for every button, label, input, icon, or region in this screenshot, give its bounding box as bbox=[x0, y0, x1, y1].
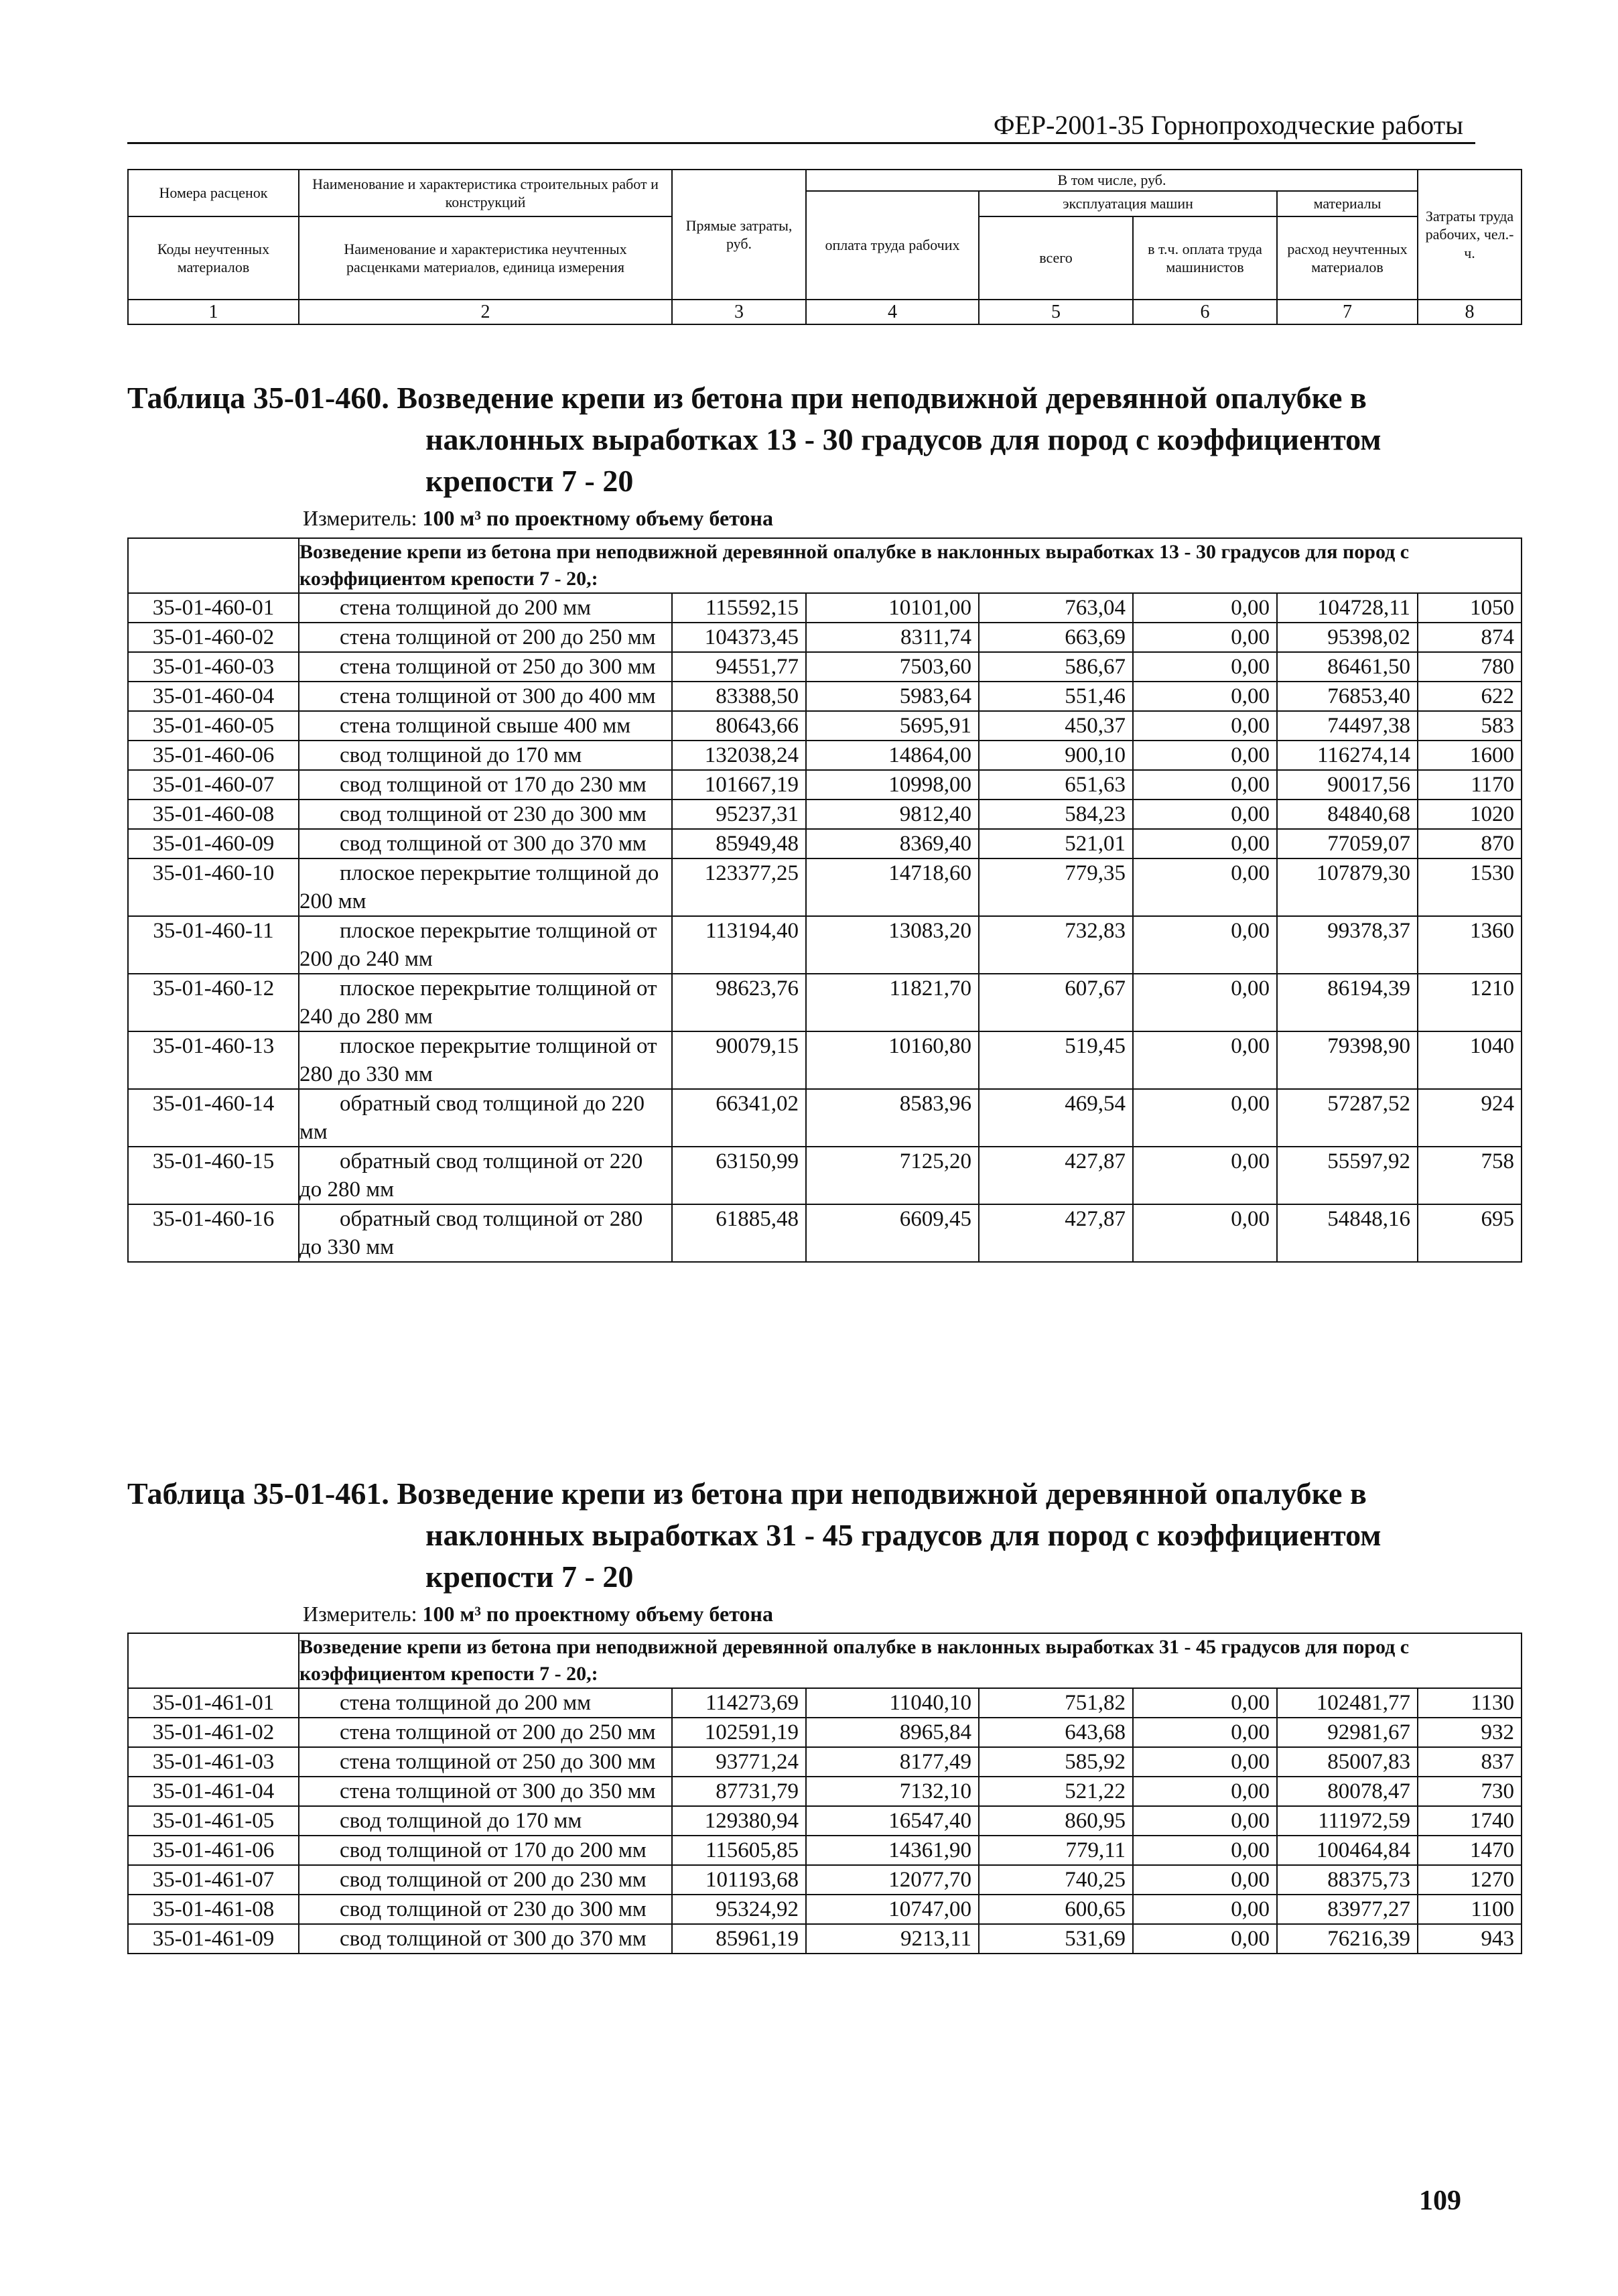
direct-cost: 94551,77 bbox=[672, 652, 806, 682]
work-name-text: свод толщиной от 170 до 230 мм bbox=[340, 773, 647, 797]
machine-cost: 900,10 bbox=[979, 741, 1133, 770]
material-cost: 74497,38 bbox=[1277, 711, 1418, 741]
page-header-title: ФЕР-2001-35 Горнопроходческие работы bbox=[993, 110, 1463, 140]
labor-cost: 11040,10 bbox=[806, 1688, 979, 1718]
table-row bbox=[128, 682, 1522, 711]
header-subgroup-materials: материалы bbox=[1277, 191, 1418, 216]
table-row bbox=[128, 1895, 1522, 1924]
machine-cost: 551,46 bbox=[979, 682, 1133, 711]
labor-cost: 8311,74 bbox=[806, 623, 979, 652]
work-name-text: обратный свод толщиной до 220 мм bbox=[299, 1092, 645, 1144]
meter-value: 100 м³ по проектному объему бетона bbox=[422, 1602, 773, 1626]
header-col8: Затраты труда рабочих, чел.-ч. bbox=[1418, 170, 1522, 300]
material-cost: 90017,56 bbox=[1277, 770, 1418, 800]
work-name bbox=[299, 829, 672, 858]
machine-cost: 450,37 bbox=[979, 711, 1133, 741]
rate-code: 35-01-461-09 bbox=[128, 1924, 299, 1954]
work-name bbox=[299, 1777, 672, 1806]
labor-hours: 1270 bbox=[1418, 1865, 1522, 1895]
work-name bbox=[299, 1836, 672, 1865]
direct-cost: 63150,99 bbox=[672, 1147, 806, 1204]
section-row bbox=[128, 1633, 1522, 1688]
machine-cost: 521,01 bbox=[979, 829, 1133, 858]
rate-code: 35-01-460-08 bbox=[128, 800, 299, 829]
rate-code: 35-01-460-01 bbox=[128, 593, 299, 623]
table-row bbox=[128, 916, 1522, 974]
work-name bbox=[299, 1924, 672, 1954]
machine-labor-cost: 0,00 bbox=[1133, 1924, 1277, 1954]
material-cost: 100464,84 bbox=[1277, 1836, 1418, 1865]
labor-cost: 14864,00 bbox=[806, 741, 979, 770]
work-name-text: стена толщиной до 200 мм bbox=[340, 596, 591, 620]
work-name-text: плоское перекрытие толщиной до 200 мм bbox=[299, 861, 659, 913]
machine-cost: 732,83 bbox=[979, 916, 1133, 974]
labor-hours: 932 bbox=[1418, 1718, 1522, 1747]
machine-cost: 651,63 bbox=[979, 770, 1133, 800]
rate-code: 35-01-460-06 bbox=[128, 741, 299, 770]
work-name bbox=[299, 1204, 672, 1262]
rate-code: 35-01-460-03 bbox=[128, 652, 299, 682]
work-name-text: плоское перекрытие толщиной от 240 до 280 мм bbox=[299, 976, 657, 1029]
header-num: 5 bbox=[979, 300, 1133, 324]
labor-cost: 14361,90 bbox=[806, 1836, 979, 1865]
machine-cost: 427,87 bbox=[979, 1204, 1133, 1262]
direct-cost: 93771,24 bbox=[672, 1747, 806, 1777]
header-col4: оплата труда рабочих bbox=[806, 191, 979, 300]
machine-labor-cost: 0,00 bbox=[1133, 1836, 1277, 1865]
table-row bbox=[128, 770, 1522, 800]
machine-labor-cost: 0,00 bbox=[1133, 1204, 1277, 1262]
machine-labor-cost: 0,00 bbox=[1133, 1688, 1277, 1718]
table-460-title-line1: Таблица 35-01-460. Возведение крепи из бетона при неподвижной деревянной опалубке в bbox=[127, 381, 1367, 415]
direct-cost: 61885,48 bbox=[672, 1204, 806, 1262]
header-num: 3 bbox=[672, 300, 806, 324]
labor-hours: 837 bbox=[1418, 1747, 1522, 1777]
work-name bbox=[299, 800, 672, 829]
direct-cost: 85949,48 bbox=[672, 829, 806, 858]
work-name bbox=[299, 1718, 672, 1747]
machine-labor-cost: 0,00 bbox=[1133, 1777, 1277, 1806]
rate-code: 35-01-460-15 bbox=[128, 1147, 299, 1204]
machine-cost: 469,54 bbox=[979, 1089, 1133, 1147]
material-cost: 86194,39 bbox=[1277, 974, 1418, 1031]
work-name-text: свод толщиной от 300 до 370 мм bbox=[340, 832, 647, 856]
material-cost: 80078,47 bbox=[1277, 1777, 1418, 1806]
direct-cost: 83388,50 bbox=[672, 682, 806, 711]
rate-code: 35-01-460-09 bbox=[128, 829, 299, 858]
material-cost: 85007,83 bbox=[1277, 1747, 1418, 1777]
material-cost: 95398,02 bbox=[1277, 623, 1418, 652]
material-cost: 76853,40 bbox=[1277, 682, 1418, 711]
material-cost: 55597,92 bbox=[1277, 1147, 1418, 1204]
labor-cost: 7125,20 bbox=[806, 1147, 979, 1204]
work-name-text: свод толщиной от 230 до 300 мм bbox=[340, 1897, 647, 1921]
work-name bbox=[299, 916, 672, 974]
machine-cost: 663,69 bbox=[979, 623, 1133, 652]
direct-cost: 95324,92 bbox=[672, 1895, 806, 1924]
labor-hours: 1360 bbox=[1418, 916, 1522, 974]
labor-hours: 1170 bbox=[1418, 770, 1522, 800]
labor-cost: 8177,49 bbox=[806, 1747, 979, 1777]
machine-cost: 751,82 bbox=[979, 1688, 1133, 1718]
work-name bbox=[299, 1747, 672, 1777]
work-name-text: плоское перекрытие толщиной от 200 до 240 мм bbox=[299, 919, 657, 971]
work-name-text: стена толщиной от 300 до 350 мм bbox=[340, 1779, 656, 1803]
labor-cost: 7132,10 bbox=[806, 1777, 979, 1806]
rate-code: 35-01-460-04 bbox=[128, 682, 299, 711]
work-name-text: стена толщиной от 250 до 300 мм bbox=[340, 1750, 656, 1774]
machine-labor-cost: 0,00 bbox=[1133, 1718, 1277, 1747]
direct-cost: 102591,19 bbox=[672, 1718, 806, 1747]
material-cost: 79398,90 bbox=[1277, 1031, 1418, 1089]
direct-cost: 123377,25 bbox=[672, 858, 806, 916]
machine-cost: 519,45 bbox=[979, 1031, 1133, 1089]
work-name-text: свод толщиной от 170 до 200 мм bbox=[340, 1838, 647, 1862]
direct-cost: 115592,15 bbox=[672, 593, 806, 623]
table-461-title-line1: Таблица 35-01-461. Возведение крепи из бетона при неподвижной деревянной опалубке в bbox=[127, 1476, 1367, 1511]
labor-hours: 874 bbox=[1418, 623, 1522, 652]
material-cost: 86461,50 bbox=[1277, 652, 1418, 682]
work-name bbox=[299, 1031, 672, 1089]
page-number: 109 bbox=[1419, 2185, 1461, 2216]
labor-cost: 7503,60 bbox=[806, 652, 979, 682]
work-name-text: стена толщиной от 200 до 250 мм bbox=[340, 625, 656, 649]
machine-cost: 427,87 bbox=[979, 1147, 1133, 1204]
header-num: 2 bbox=[299, 300, 672, 324]
section-blank-cell bbox=[128, 1633, 299, 1688]
machine-labor-cost: 0,00 bbox=[1133, 1895, 1277, 1924]
machine-labor-cost: 0,00 bbox=[1133, 593, 1277, 623]
header-col5: всего bbox=[979, 216, 1133, 300]
machine-labor-cost: 0,00 bbox=[1133, 1089, 1277, 1147]
table-row bbox=[128, 593, 1522, 623]
section-title: Возведение крепи из бетона при неподвижной деревянной опалубке в наклонных выработках 13 - 30 градусов для пород с коэффициентом крепости 7 - 20,: bbox=[299, 538, 1522, 593]
machine-labor-cost: 0,00 bbox=[1133, 1747, 1277, 1777]
labor-cost: 10998,00 bbox=[806, 770, 979, 800]
table-row bbox=[128, 974, 1522, 1031]
header-num: 1 bbox=[128, 300, 299, 324]
labor-hours: 583 bbox=[1418, 711, 1522, 741]
rate-code: 35-01-460-10 bbox=[128, 858, 299, 916]
labor-hours: 780 bbox=[1418, 652, 1522, 682]
machine-labor-cost: 0,00 bbox=[1133, 711, 1277, 741]
header-col2-top: Наименование и характеристика строительных работ и конструкций bbox=[299, 170, 672, 216]
labor-cost: 5695,91 bbox=[806, 711, 979, 741]
direct-cost: 66341,02 bbox=[672, 1089, 806, 1147]
section-row bbox=[128, 538, 1522, 593]
machine-cost: 740,25 bbox=[979, 1865, 1133, 1895]
labor-hours: 1040 bbox=[1418, 1031, 1522, 1089]
machine-cost: 860,95 bbox=[979, 1806, 1133, 1836]
rate-code: 35-01-460-07 bbox=[128, 770, 299, 800]
material-cost: 111972,59 bbox=[1277, 1806, 1418, 1836]
meter-label: Измеритель: bbox=[303, 1602, 417, 1626]
labor-cost: 5983,64 bbox=[806, 682, 979, 711]
direct-cost: 115605,85 bbox=[672, 1836, 806, 1865]
work-name bbox=[299, 1089, 672, 1147]
header-num: 4 bbox=[806, 300, 979, 324]
material-cost: 102481,77 bbox=[1277, 1688, 1418, 1718]
labor-cost: 10160,80 bbox=[806, 1031, 979, 1089]
labor-cost: 10101,00 bbox=[806, 593, 979, 623]
labor-hours: 1050 bbox=[1418, 593, 1522, 623]
section-title: Возведение крепи из бетона при неподвижной деревянной опалубке в наклонных выработках 31 - 45 градусов для пород с коэффициентом крепости 7 - 20,: bbox=[299, 1633, 1522, 1688]
rate-code: 35-01-460-12 bbox=[128, 974, 299, 1031]
work-name-text: стена толщиной от 250 до 300 мм bbox=[340, 655, 656, 679]
material-cost: 107879,30 bbox=[1277, 858, 1418, 916]
page-header bbox=[127, 107, 1475, 144]
machine-cost: 779,11 bbox=[979, 1836, 1133, 1865]
rate-code: 35-01-461-06 bbox=[128, 1836, 299, 1865]
material-cost: 92981,67 bbox=[1277, 1718, 1418, 1747]
direct-cost: 129380,94 bbox=[672, 1806, 806, 1836]
table-460-meter bbox=[303, 506, 773, 531]
material-cost: 57287,52 bbox=[1277, 1089, 1418, 1147]
rate-code: 35-01-460-14 bbox=[128, 1089, 299, 1147]
work-name bbox=[299, 652, 672, 682]
direct-cost: 104373,45 bbox=[672, 623, 806, 652]
machine-labor-cost: 0,00 bbox=[1133, 770, 1277, 800]
rate-code: 35-01-461-05 bbox=[128, 1806, 299, 1836]
table-row bbox=[128, 1924, 1522, 1954]
header-col2-bottom: Наименование и характеристика неучтенных расценками материалов, единица измерения bbox=[299, 216, 672, 300]
material-cost: 84840,68 bbox=[1277, 800, 1418, 829]
machine-labor-cost: 0,00 bbox=[1133, 623, 1277, 652]
header-subgroup-machines: эксплуатация машин bbox=[979, 191, 1277, 216]
table-461-title-line2: наклонных выработках 31 - 45 градусов для пород с коэффициентом bbox=[425, 1518, 1381, 1552]
rate-code: 35-01-461-08 bbox=[128, 1895, 299, 1924]
table-row bbox=[128, 741, 1522, 770]
rate-code: 35-01-461-01 bbox=[128, 1688, 299, 1718]
labor-hours: 1130 bbox=[1418, 1688, 1522, 1718]
rate-code: 35-01-460-13 bbox=[128, 1031, 299, 1089]
machine-labor-cost: 0,00 bbox=[1133, 858, 1277, 916]
labor-hours: 1530 bbox=[1418, 858, 1522, 916]
labor-cost: 14718,60 bbox=[806, 858, 979, 916]
direct-cost: 101667,19 bbox=[672, 770, 806, 800]
rate-code: 35-01-460-05 bbox=[128, 711, 299, 741]
work-name bbox=[299, 1895, 672, 1924]
work-name-text: стена толщиной свыше 400 мм bbox=[340, 714, 631, 738]
work-name-text: свод толщиной от 200 до 230 мм bbox=[340, 1868, 647, 1892]
labor-hours: 943 bbox=[1418, 1924, 1522, 1954]
material-cost: 104728,11 bbox=[1277, 593, 1418, 623]
table-row bbox=[128, 858, 1522, 916]
work-name-text: свод толщиной от 300 до 370 мм bbox=[340, 1927, 647, 1951]
labor-cost: 8583,96 bbox=[806, 1089, 979, 1147]
machine-labor-cost: 0,00 bbox=[1133, 1031, 1277, 1089]
labor-hours: 870 bbox=[1418, 829, 1522, 858]
table-row bbox=[128, 829, 1522, 858]
machine-cost: 531,69 bbox=[979, 1924, 1133, 1954]
material-cost: 88375,73 bbox=[1277, 1865, 1418, 1895]
machine-labor-cost: 0,00 bbox=[1133, 741, 1277, 770]
work-name-text: свод толщиной до 170 мм bbox=[340, 1809, 582, 1833]
work-name-text: стена толщиной до 200 мм bbox=[340, 1691, 591, 1715]
table-460-title-line3: крепости 7 - 20 bbox=[425, 464, 634, 498]
material-cost: 76216,39 bbox=[1277, 1924, 1418, 1954]
table-row bbox=[128, 1806, 1522, 1836]
work-name bbox=[299, 711, 672, 741]
machine-labor-cost: 0,00 bbox=[1133, 916, 1277, 974]
work-name bbox=[299, 593, 672, 623]
table-row bbox=[128, 1688, 1522, 1718]
labor-cost: 6609,45 bbox=[806, 1204, 979, 1262]
table-row bbox=[128, 800, 1522, 829]
labor-hours: 1100 bbox=[1418, 1895, 1522, 1924]
labor-hours: 695 bbox=[1418, 1204, 1522, 1262]
header-num: 7 bbox=[1277, 300, 1418, 324]
work-name bbox=[299, 770, 672, 800]
meter-label: Измеритель: bbox=[303, 506, 417, 530]
labor-hours: 622 bbox=[1418, 682, 1522, 711]
header-col1-top: Номера расценок bbox=[128, 170, 299, 216]
machine-labor-cost: 0,00 bbox=[1133, 1865, 1277, 1895]
machine-labor-cost: 0,00 bbox=[1133, 800, 1277, 829]
direct-cost: 87731,79 bbox=[672, 1777, 806, 1806]
direct-cost: 113194,40 bbox=[672, 916, 806, 974]
meter-value: 100 м³ по проектному объему бетона bbox=[422, 506, 773, 530]
direct-cost: 80643,66 bbox=[672, 711, 806, 741]
rate-code: 35-01-461-04 bbox=[128, 1777, 299, 1806]
rate-code: 35-01-461-07 bbox=[128, 1865, 299, 1895]
header-col7: расход неучтенных материалов bbox=[1277, 216, 1418, 300]
table-row bbox=[128, 1865, 1522, 1895]
work-name-text: стена толщиной от 300 до 400 мм bbox=[340, 684, 656, 708]
work-name-text: обратный свод толщиной от 280 до 330 мм bbox=[299, 1207, 643, 1259]
direct-cost: 101193,68 bbox=[672, 1865, 806, 1895]
rate-code: 35-01-460-16 bbox=[128, 1204, 299, 1262]
labor-hours: 758 bbox=[1418, 1147, 1522, 1204]
labor-hours: 1210 bbox=[1418, 974, 1522, 1031]
header-num: 8 bbox=[1418, 300, 1522, 324]
labor-hours: 730 bbox=[1418, 1777, 1522, 1806]
machine-labor-cost: 0,00 bbox=[1133, 829, 1277, 858]
machine-labor-cost: 0,00 bbox=[1133, 652, 1277, 682]
work-name bbox=[299, 1688, 672, 1718]
direct-cost: 132038,24 bbox=[672, 741, 806, 770]
table-461-meter bbox=[303, 1602, 773, 1627]
work-name bbox=[299, 682, 672, 711]
machine-cost: 585,92 bbox=[979, 1747, 1133, 1777]
labor-cost: 9812,40 bbox=[806, 800, 979, 829]
header-col1-bottom: Коды неучтенных материалов bbox=[128, 216, 299, 300]
labor-cost: 11821,70 bbox=[806, 974, 979, 1031]
table-row bbox=[128, 1147, 1522, 1204]
labor-cost: 8369,40 bbox=[806, 829, 979, 858]
work-name-text: стена толщиной от 200 до 250 мм bbox=[340, 1720, 656, 1744]
labor-hours: 1740 bbox=[1418, 1806, 1522, 1836]
direct-cost: 114273,69 bbox=[672, 1688, 806, 1718]
table-row bbox=[128, 1718, 1522, 1747]
work-name-text: обратный свод толщиной от 220 до 280 мм bbox=[299, 1149, 643, 1202]
machine-cost: 607,67 bbox=[979, 974, 1133, 1031]
machine-cost: 586,67 bbox=[979, 652, 1133, 682]
table-row bbox=[128, 623, 1522, 652]
header-col6: в т.ч. оплата труда машинистов bbox=[1133, 216, 1277, 300]
material-cost: 116274,14 bbox=[1277, 741, 1418, 770]
labor-hours: 1470 bbox=[1418, 1836, 1522, 1865]
labor-hours: 1020 bbox=[1418, 800, 1522, 829]
material-cost: 77059,07 bbox=[1277, 829, 1418, 858]
work-name-text: плоское перекрытие толщиной от 280 до 330 мм bbox=[299, 1034, 657, 1086]
table-row bbox=[128, 1089, 1522, 1147]
direct-cost: 98623,76 bbox=[672, 974, 806, 1031]
table-461 bbox=[127, 1633, 1522, 1954]
table-460 bbox=[127, 537, 1522, 1263]
direct-cost: 95237,31 bbox=[672, 800, 806, 829]
header-num: 6 bbox=[1133, 300, 1277, 324]
labor-cost: 8965,84 bbox=[806, 1718, 979, 1747]
machine-cost: 584,23 bbox=[979, 800, 1133, 829]
rate-code: 35-01-460-11 bbox=[128, 916, 299, 974]
labor-cost: 10747,00 bbox=[806, 1895, 979, 1924]
material-cost: 83977,27 bbox=[1277, 1895, 1418, 1924]
machine-labor-cost: 0,00 bbox=[1133, 1806, 1277, 1836]
table-460-title bbox=[127, 377, 1494, 502]
work-name-text: свод толщиной от 230 до 300 мм bbox=[340, 802, 647, 826]
labor-cost: 12077,70 bbox=[806, 1865, 979, 1895]
work-name bbox=[299, 1865, 672, 1895]
work-name bbox=[299, 623, 672, 652]
rate-code: 35-01-460-02 bbox=[128, 623, 299, 652]
machine-cost: 521,22 bbox=[979, 1777, 1133, 1806]
section-blank-cell bbox=[128, 538, 299, 593]
machine-cost: 779,35 bbox=[979, 858, 1133, 916]
column-header-table bbox=[127, 169, 1522, 325]
material-cost: 99378,37 bbox=[1277, 916, 1418, 974]
rate-code: 35-01-461-02 bbox=[128, 1718, 299, 1747]
header-group-label: В том числе, руб. bbox=[806, 170, 1418, 191]
work-name bbox=[299, 1147, 672, 1204]
labor-hours: 924 bbox=[1418, 1089, 1522, 1147]
header-col3: Прямые затраты, руб. bbox=[672, 170, 806, 300]
machine-labor-cost: 0,00 bbox=[1133, 1147, 1277, 1204]
table-row bbox=[128, 1777, 1522, 1806]
work-name bbox=[299, 1806, 672, 1836]
direct-cost: 85961,19 bbox=[672, 1924, 806, 1954]
rate-code: 35-01-461-03 bbox=[128, 1747, 299, 1777]
table-461-title bbox=[127, 1473, 1494, 1598]
work-name-text: свод толщиной до 170 мм bbox=[340, 743, 582, 767]
table-row bbox=[128, 1204, 1522, 1262]
machine-cost: 600,65 bbox=[979, 1895, 1133, 1924]
labor-hours: 1600 bbox=[1418, 741, 1522, 770]
labor-cost: 9213,11 bbox=[806, 1924, 979, 1954]
direct-cost: 90079,15 bbox=[672, 1031, 806, 1089]
machine-labor-cost: 0,00 bbox=[1133, 682, 1277, 711]
work-name bbox=[299, 741, 672, 770]
machine-labor-cost: 0,00 bbox=[1133, 974, 1277, 1031]
table-row bbox=[128, 1836, 1522, 1865]
machine-cost: 643,68 bbox=[979, 1718, 1133, 1747]
table-row bbox=[128, 1031, 1522, 1089]
table-row bbox=[128, 1747, 1522, 1777]
table-row bbox=[128, 652, 1522, 682]
work-name bbox=[299, 858, 672, 916]
labor-cost: 16547,40 bbox=[806, 1806, 979, 1836]
machine-cost: 763,04 bbox=[979, 593, 1133, 623]
table-row bbox=[128, 711, 1522, 741]
material-cost: 54848,16 bbox=[1277, 1204, 1418, 1262]
table-461-title-line3: крепости 7 - 20 bbox=[425, 1559, 634, 1594]
labor-cost: 13083,20 bbox=[806, 916, 979, 974]
work-name bbox=[299, 974, 672, 1031]
table-460-title-line2: наклонных выработках 13 - 30 градусов для пород с коэффициентом bbox=[425, 422, 1381, 456]
